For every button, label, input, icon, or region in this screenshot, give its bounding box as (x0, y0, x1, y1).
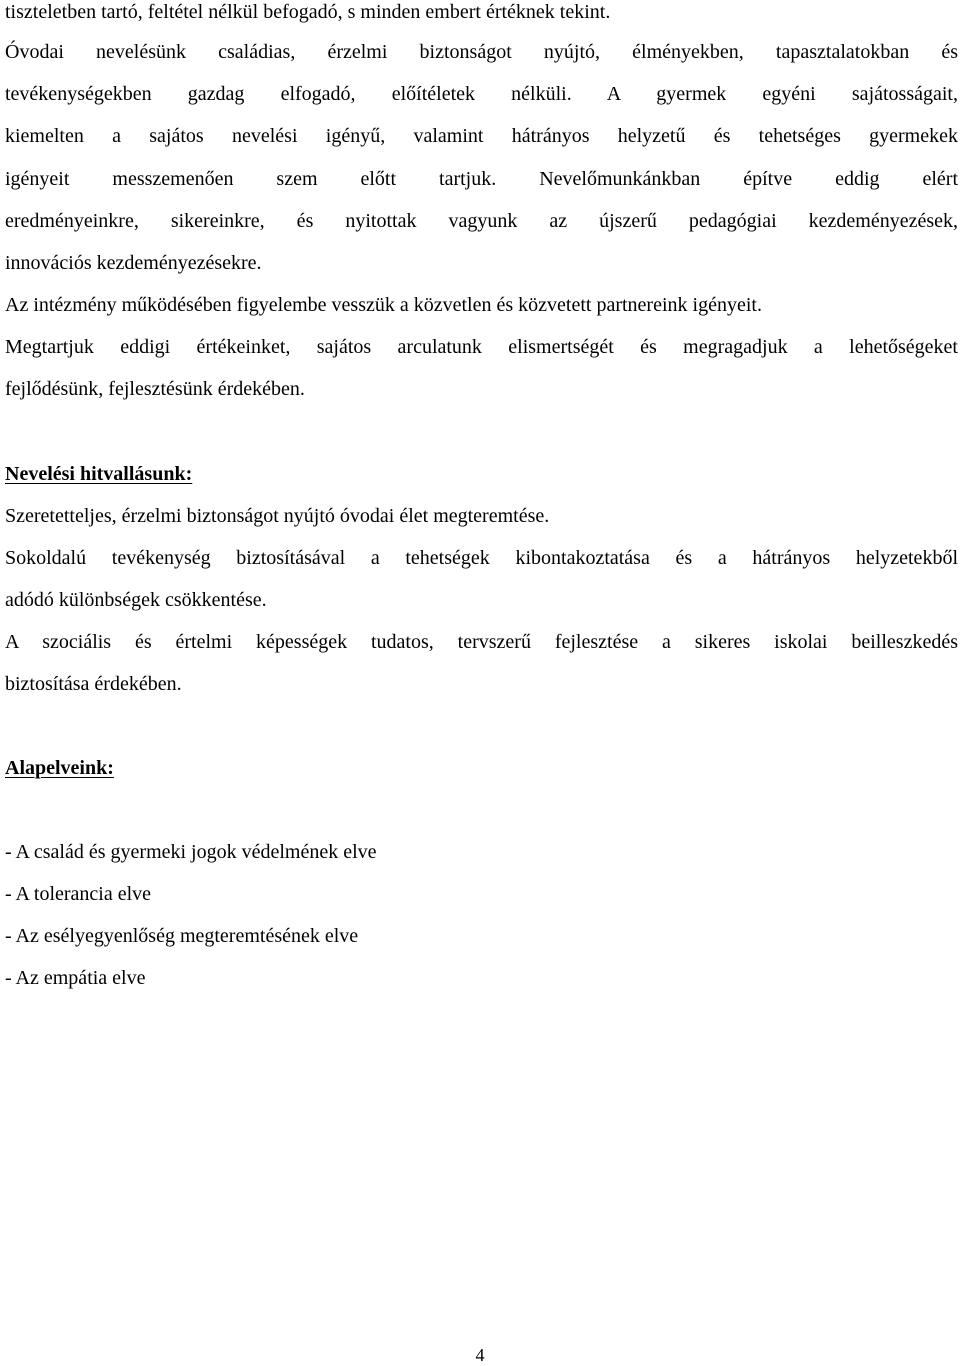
list-item: - Az empátia elve (5, 967, 146, 989)
list-item: - A család és gyermeki jogok védelmének elve (5, 841, 377, 863)
body-text-line: Sokoldalú tevékenység biztosításával a tehetségek kibontakoztatása és a hátrányos helyzetekből (5, 547, 958, 569)
body-text-line: adódó különbségek csökkentése. (5, 589, 267, 611)
body-text-line: fejlődésünk, fejlesztésünk érdekében. (5, 378, 305, 400)
page-number: 4 (475, 1345, 485, 1365)
body-text-line: Az intézmény működésében figyelembe vesszük a közvetlen és közvetett partnereink igényeit. (5, 294, 762, 316)
body-text-line: tiszteletben tartó, feltétel nélkül befogadó, s minden embert értéknek tekint. (5, 1, 611, 23)
body-text-line: igényeit messzemenően szem előtt tartjuk. Nevelőmunkánkban építve eddig elért (5, 168, 958, 190)
section-heading-hitvallas: Nevelési hitvallásunk: (5, 463, 193, 485)
body-text-line: biztosítása érdekében. (5, 673, 182, 695)
body-text-line: A szociális és értelmi képességek tudatos, tervszerű fejlesztése a sikeres iskolai beilleszkedés (5, 631, 958, 653)
section-heading-alapelvek: Alapelveink: (5, 757, 114, 779)
body-text-line: Szeretetteljes, érzelmi biztonságot nyújtó óvodai élet megteremtése. (5, 505, 550, 527)
body-text-line: kiemelten a sajátos nevelési igényű, valamint hátrányos helyzetű és tehetséges gyermekek (5, 125, 958, 147)
body-text-line: tevékenységekben gazdag elfogadó, előítéletek nélküli. A gyermek egyéni sajátosságait, (5, 83, 958, 105)
list-item: - Az esélyegyenlőség megteremtésének elve (5, 925, 359, 947)
body-text-line: Óvodai nevelésünk családias, érzelmi biztonságot nyújtó, élményekben, tapasztalatokban és (5, 41, 958, 63)
body-text-line: innovációs kezdeményezésekre. (5, 252, 262, 274)
body-text-line: eredményeinkre, sikereinkre, és nyitottak vagyunk az újszerű pedagógiai kezdeményezések, (5, 210, 958, 232)
list-item: - A tolerancia elve (5, 883, 152, 905)
body-text-line: Megtartjuk eddigi értékeinket, sajátos arculatunk elismertségét és megragadjuk a lehetőségeket (5, 336, 958, 358)
